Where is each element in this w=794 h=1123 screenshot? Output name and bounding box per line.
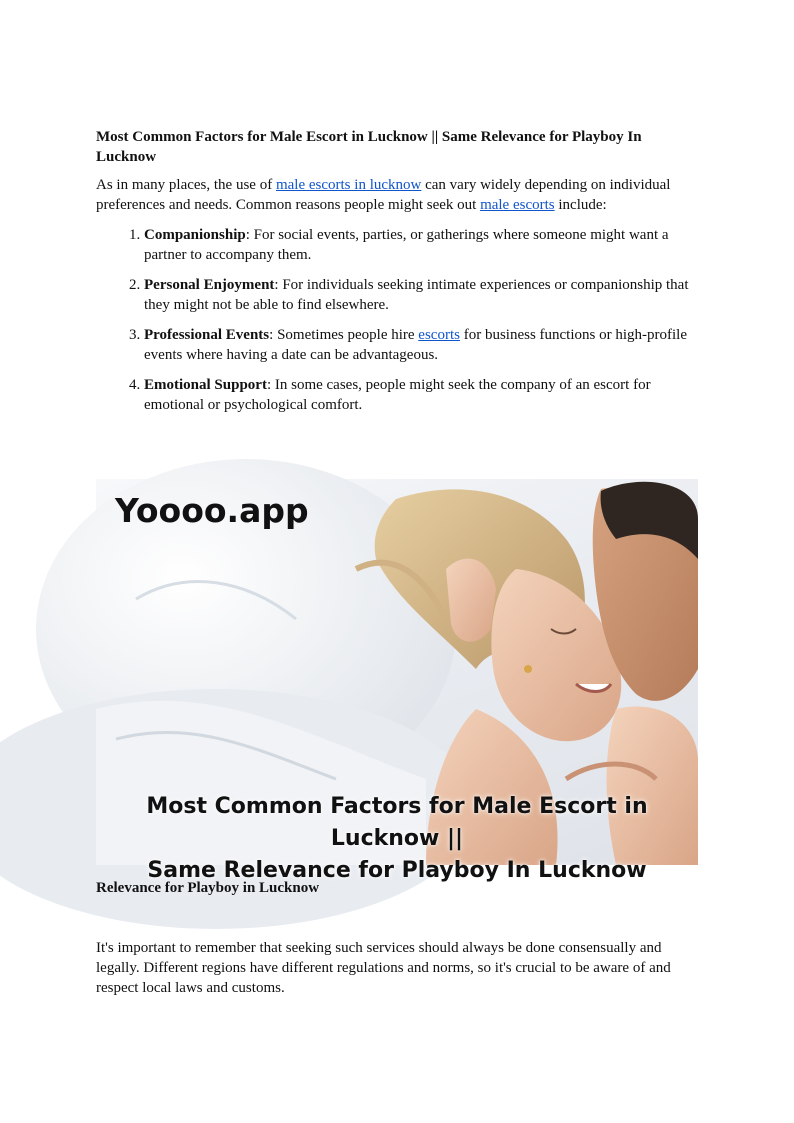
factor-text: : For individuals seeking intimate experiences or companionship that they might not be able to find elsewhere. [144, 277, 689, 313]
image-banner-caption [96, 791, 698, 887]
list-item [144, 275, 700, 315]
male-escorts-link[interactable]: male escorts [480, 197, 555, 213]
factor-text: : Sometimes people hire [269, 327, 419, 343]
intro-text-2: can vary widely depending on individual preferences and needs. Common reasons people might seek out [96, 177, 671, 213]
brand-watermark: Yoooo.app [115, 491, 309, 530]
intro-paragraph [96, 175, 700, 215]
document-title: Most Common Factors for Male Escort in Lucknow || Same Relevance for Playboy In Lucknow [96, 129, 642, 165]
factor-text: : In some cases, people might seek the company of an escort for emotional or psychological comfort. [144, 377, 651, 413]
factor-text: : For social events, parties, or gatherings where someone might want a partner to accompany them. [144, 227, 669, 263]
hero-image [96, 479, 698, 883]
banner-line-1: Most Common Factors for Male Escort in Lucknow || [146, 794, 648, 851]
escorts-link[interactable]: escorts [418, 327, 460, 343]
list-item [144, 375, 700, 415]
factors-list [96, 225, 700, 415]
document-body [96, 127, 700, 415]
intro-text-1: As in many places, the use of [96, 177, 276, 193]
intro-text-3: include: [554, 197, 607, 213]
factor-term: Emotional Support [144, 377, 267, 393]
section-heading: Relevance for Playboy in Lucknow [96, 880, 320, 896]
banner-line-2: Same Relevance for Playboy In Lucknow [147, 858, 647, 883]
factor-term: Companionship [144, 227, 246, 243]
factor-term: Professional Events [144, 327, 270, 343]
factor-term: Personal Enjoyment [144, 277, 275, 293]
male-escorts-lucknow-link[interactable]: male escorts in lucknow [275, 177, 422, 193]
list-item [144, 225, 700, 265]
factor-text-after: for business functions or high-profile events where having a date can be advantageous. [144, 327, 687, 363]
list-item [144, 325, 700, 365]
closing-paragraph: It's important to remember that seeking such services should always be done consensually and legally. Different regions have different regulations and norms, so it's crucial to be aware of and respect local laws and customs. [96, 940, 671, 996]
